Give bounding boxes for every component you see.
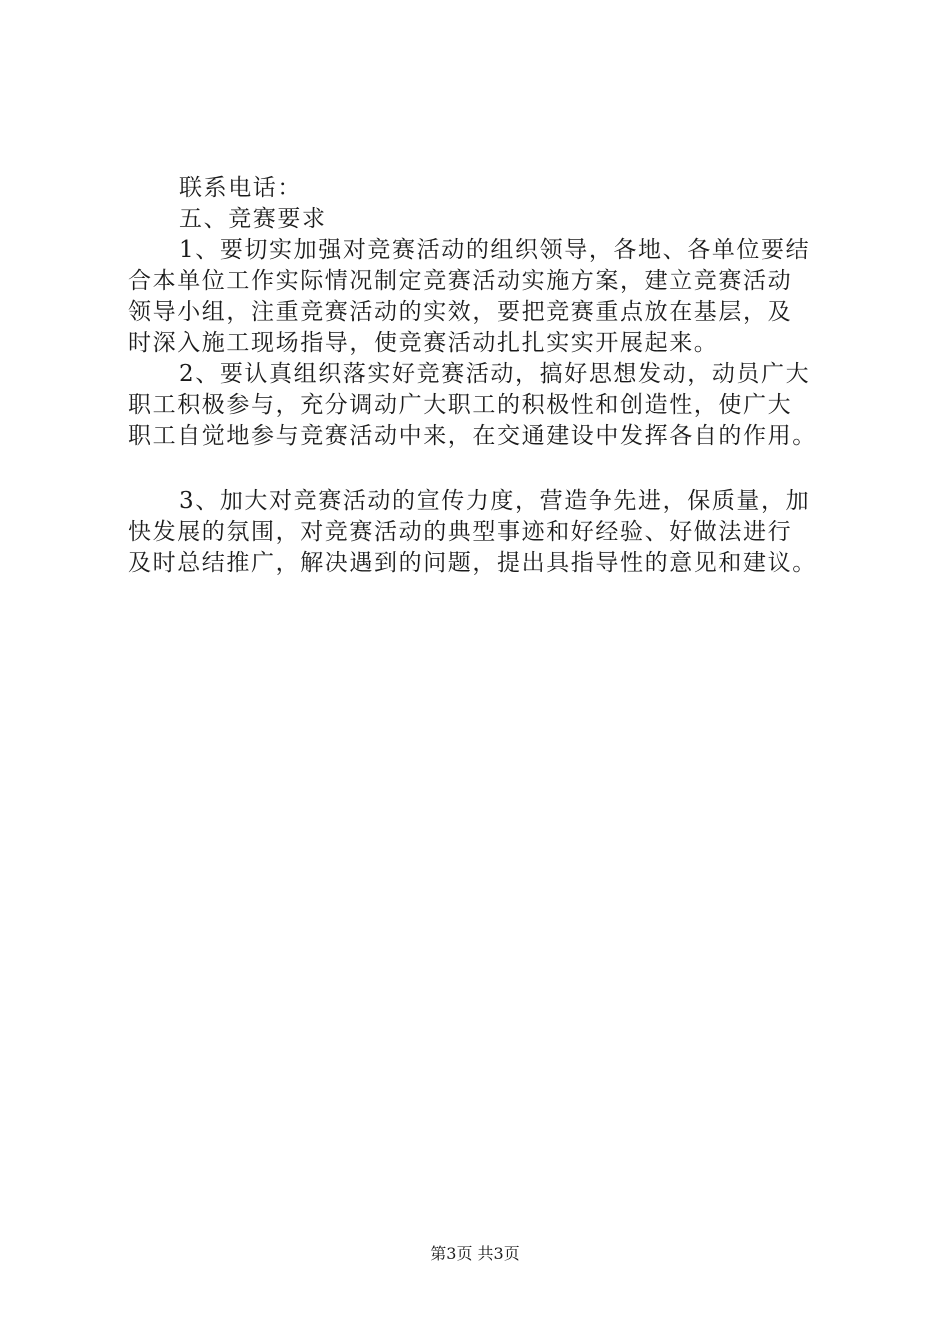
paragraph-line: 领导小组，注重竞赛活动的实效，要把竞赛重点放在基层，及: [128, 299, 793, 325]
page-footer: [0, 1242, 950, 1266]
paragraph-spacer: [128, 452, 844, 486]
page-number: 第3页 共3页: [430, 1244, 520, 1263]
requirement-item-3: [128, 486, 844, 579]
paragraph-line: 职工积极参与，充分调动广大职工的积极性和创造性，使广大: [128, 392, 793, 418]
paragraph-line: 快发展的氛围，对竞赛活动的典型事迹和好经验、好做法进行: [128, 519, 793, 545]
paragraph-line: 及时总结推广，解决遇到的问题，提出具指导性的意见和建议。: [128, 550, 817, 576]
contact-label: 联系电话：: [179, 175, 302, 201]
requirement-item-1: [128, 235, 844, 359]
paragraph-line: 3、加大对竞赛活动的宣传力度，营造争先进，保质量，加: [179, 488, 811, 514]
paragraph-line: 2、要认真组织落实好竞赛活动，搞好思想发动，动员广大: [179, 361, 811, 387]
document-body: [128, 173, 844, 579]
paragraph-line: 合本单位工作实际情况制定竞赛活动实施方案，建立竞赛活动: [128, 268, 793, 294]
paragraph-line: 1、要切实加强对竞赛活动的组织领导，各地、各单位要结: [179, 237, 811, 263]
paragraph-line: 时深入施工现场指导，使竞赛活动扎扎实实开展起来。: [128, 330, 719, 356]
paragraph-line: 职工自觉地参与竞赛活动中来，在交通建设中发挥各自的作用。: [128, 423, 817, 449]
requirement-item-2: [128, 359, 844, 452]
section-heading: 五、竞赛要求: [179, 206, 327, 232]
